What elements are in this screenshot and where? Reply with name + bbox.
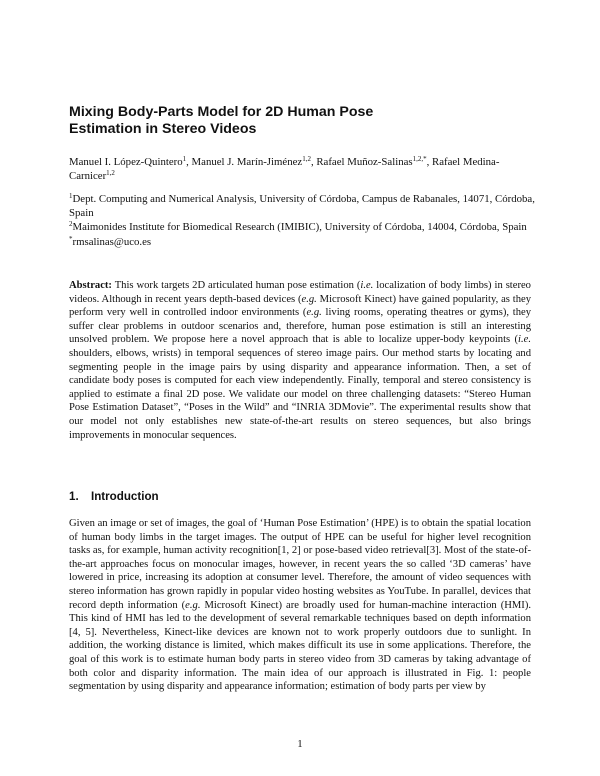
italic-text: e.g. <box>185 599 201 611</box>
italic-text: e.g. <box>301 293 317 305</box>
author-name: Rafael Medina-Carnicer <box>69 156 500 182</box>
text-segment: This work targets 2D articulated human pose estimation ( <box>111 280 361 291</box>
author-name: Rafael Muñoz-Salinas <box>316 156 413 168</box>
abstract <box>69 279 531 442</box>
text-segment: Given an image or set of images, the goal of ‘Human Pose Estimation’ (HPE) is to obtain the spatial location of human body limbs in the target images. The output of HPE can be useful for higher level recognition tasks as, for example, human activity recognition[1, 2] or pose-based video retrieval[3]. Most of the state-of-the-art approaches focus on monocular images, however, in recent years the so called ‘3D cameras’ have lowered in price, increasing its adoption at consumer level. Therefore, the amount of video sequences with stereo information has grown rapidly in popular video hosting websites as YouTube. In parallel, devices that record depth information ( <box>69 518 531 611</box>
affiliation-mark: 1 <box>69 192 73 200</box>
italic-text: i.e. <box>360 280 374 291</box>
affiliation-mark: * <box>69 234 73 243</box>
page-number: 1 <box>297 738 303 750</box>
abstract-text <box>69 280 531 441</box>
author-name: Manuel J. Marín-Jiménez <box>191 156 303 168</box>
corresponding-email <box>69 236 539 250</box>
affiliation <box>69 193 539 220</box>
text-segment: living rooms, operating theatres or gyms), they suffer clear problems in outdoor scenarios and, therefore, human pose estimation is still an interesting unsolved problem. We propose here a novel approach that is able to localize upper-body keypoints ( <box>69 307 531 346</box>
text-segment: Microsoft Kinect) have gained popularity, as they perform very well in controlled indoor environments ( <box>69 293 531 319</box>
author-affiliation-mark: 1,2,* <box>412 155 427 163</box>
text-segment: Microsoft Kinect) are broadly used for human-machine interaction (HMI). This kind of HMI has led to the development of several remarkable techniques based on depth information [4, 5]. Nevertheless, Kinect-like devices are known not to work properly outdoors due to sunlight. In addition, the working distance is limited, which makes difficult its use in some applications. Therefore, the goal of this work is to estimate human body parts in stereo video from 3D cameras by taking advantage of both color and disparity information. The main idea of our approach is illustrated in Fig. 1: people segmentation by using disparity and appearance information; estimation of body parts per view by <box>69 599 532 693</box>
author-list: Manuel I. López-Quintero$^1$, Manuel J. Marín-Jiménez$^{1,2}$, Rafael Muñoz-Salinas$^{1,2,*}$, Rafael Medina-Carnicer$^{1,2}$ <box>69 155 500 182</box>
affiliation-text: Dept. Computing and Numerical Analysis, University of Córdoba, Campus de Rabanales, 14071, Córdoba, Spain <box>69 193 535 219</box>
italic-text: i.e. <box>518 334 531 346</box>
italic-text: e.g. <box>306 307 322 319</box>
author-affiliation-mark: 1,2 <box>302 155 311 163</box>
email-text: rmsalinas@uco.es <box>72 235 152 248</box>
section-number: 1. <box>69 490 79 503</box>
section-title: Introduction <box>91 490 159 503</box>
paper-title <box>69 104 529 138</box>
affiliation-list <box>69 193 539 250</box>
affiliation-text: Maimonides Institute for Biomedical Research (IMIBIC), University of Córdoba, 14004, Córdoba, Spain <box>72 221 527 233</box>
author-affiliation-mark: 1,2 <box>106 169 115 177</box>
author-name: Manuel I. López-Quintero <box>69 156 183 168</box>
affiliation-mark: 2 <box>69 220 73 228</box>
text-segment: shoulders, elbows, wrists) in temporal sequences of stereo image pairs. Our method starts by locating and segmenting people in the image pairs by using disparity and appearance information. Then, a set of candidate body poses is computed for each view independently. Finally, temporal and stereo consistency is applied to estimate a final 2D pose. We validate our model on three challenging datasets: “Stereo Human Pose Estimation Dataset”, “Poses in the Wild” and “INRIA 3DMovie”. The experimental results show that our model not only establishes new state-of-the-art results on stereo sequences, but also brings improvements in monocular sequences. <box>69 347 531 441</box>
introduction-paragraph <box>69 517 531 694</box>
section-heading-introduction <box>69 490 529 504</box>
author-affiliation-mark: 1 <box>182 155 187 163</box>
title-line-2: Estimation in Stereo Videos <box>69 121 257 137</box>
abstract-label: Abstract: <box>69 280 112 291</box>
text-segment: localization of body limbs) in stereo videos. Although in recent years depth-based devices ( <box>69 280 531 305</box>
title-line-1: Mixing Body-Parts Model for 2D Human Pose <box>69 104 374 120</box>
affiliation <box>69 221 539 235</box>
